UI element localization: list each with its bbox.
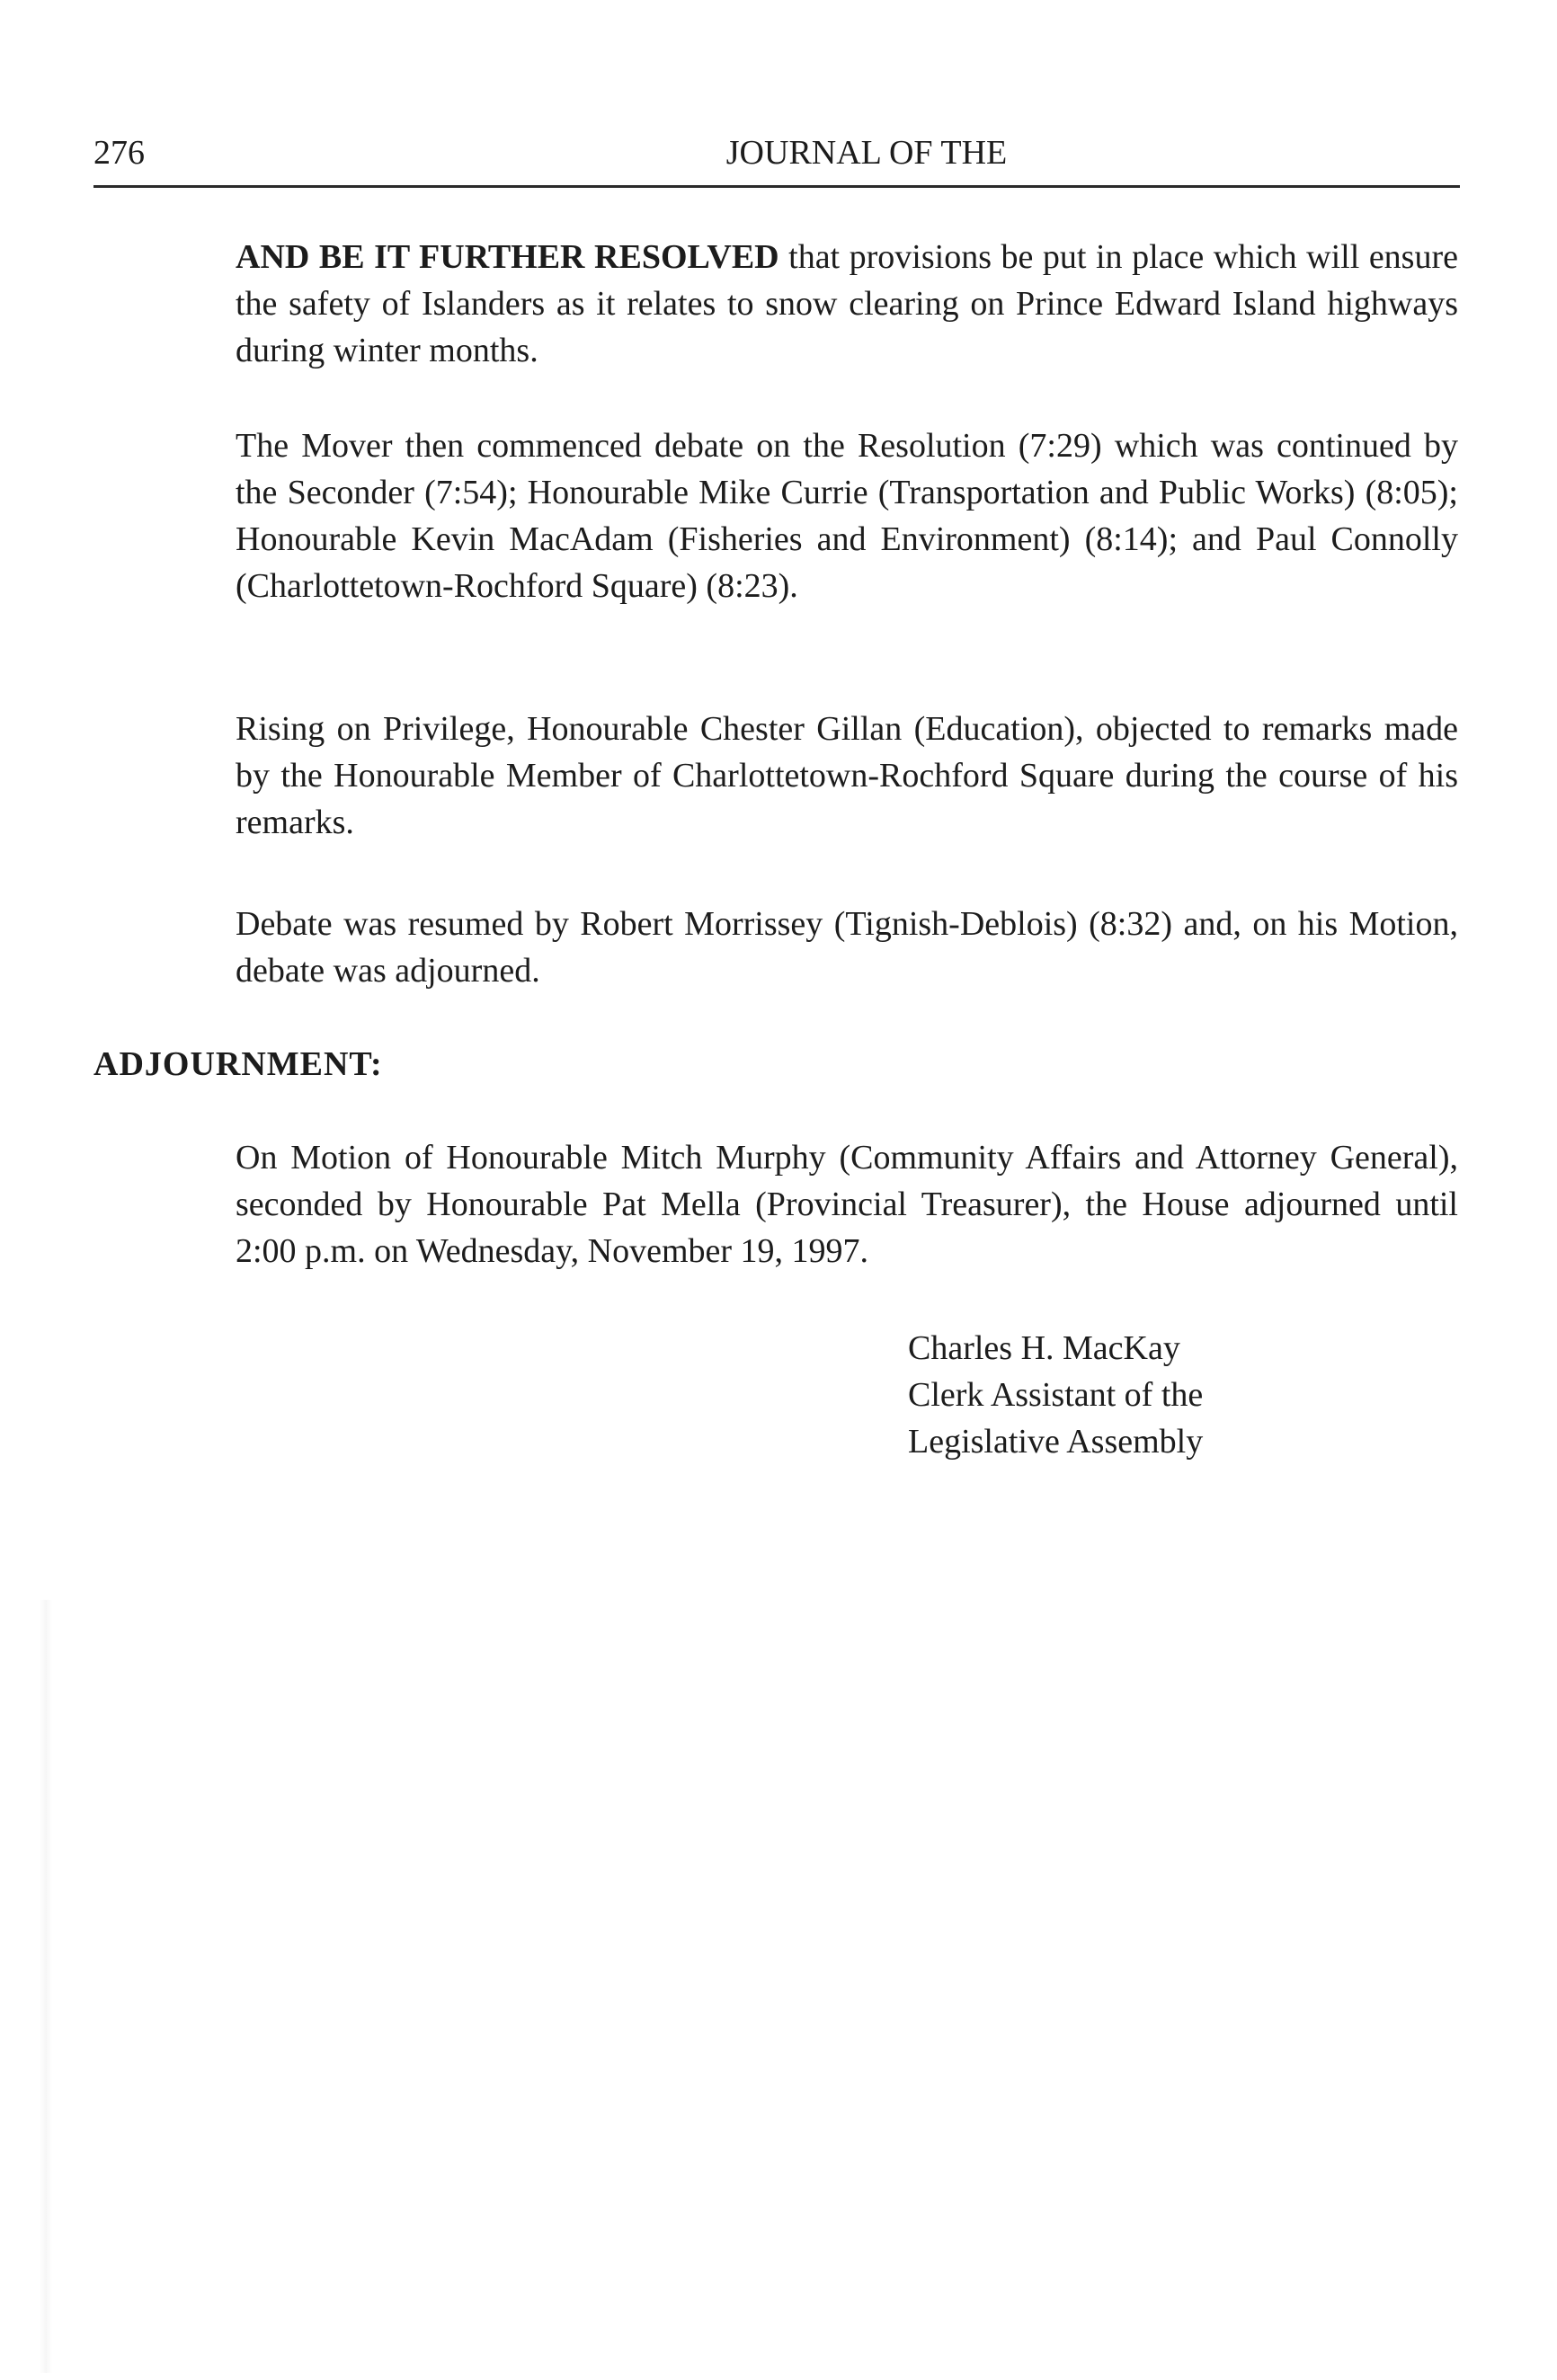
adjournment-paragraph: On Motion of Honourable Mitch Murphy (Community Affairs and Attorney General), seconded by Honourable Pat Mella (Provincial Treasurer), the House adjourned until 2:00 p.m. on Wednesday, November 19, 1997. — [236, 1139, 1458, 1270]
signature-block — [908, 1325, 1203, 1465]
debate-resumed-paragraph: Debate was resumed by Robert Morrissey (Tignish-Deblois) (8:32) and, on his Motion, debate was adjourned. — [236, 905, 1458, 990]
privilege-paragraph: Rising on Privilege, Honourable Chester Gillan (Education), objected to remarks made by the Honourable Member of Charlottetown-Rochford Square during the course of his remarks. — [236, 710, 1458, 841]
resolution-lead: AND BE IT FURTHER RESOLVED — [236, 238, 779, 276]
scan-edge-shadow — [40, 1600, 52, 2373]
adjournment-heading: ADJOURNMENT: — [93, 1045, 383, 1083]
signatory-title-line-1: Clerk Assistant of the — [908, 1376, 1204, 1414]
running-head: JOURNAL OF THE — [725, 134, 1008, 172]
signatory-title-line-2: Legislative Assembly — [908, 1423, 1204, 1461]
signatory-name: Charles H. MacKay — [908, 1329, 1180, 1367]
page-header — [93, 133, 1460, 188]
page-number: 276 — [93, 134, 145, 172]
resolution-paragraph — [236, 234, 1458, 374]
resolution-text: that provisions be put in place which will ensure the safety of Islanders as it relates to snow clearing on Prince Edward Island highways during winter months. — [236, 238, 1458, 369]
debate-paragraph: The Mover then commenced debate on the Resolution (7:29) which was continued by the Seconder (7:54); Honourable Mike Currie (Transportation and Public Works) (8:05); Honourable Kevin MacAdam (Fisheries and Environment) (8:14); and Paul Connolly (Charlottetown-Rochford Square) (8:23). — [236, 427, 1458, 605]
